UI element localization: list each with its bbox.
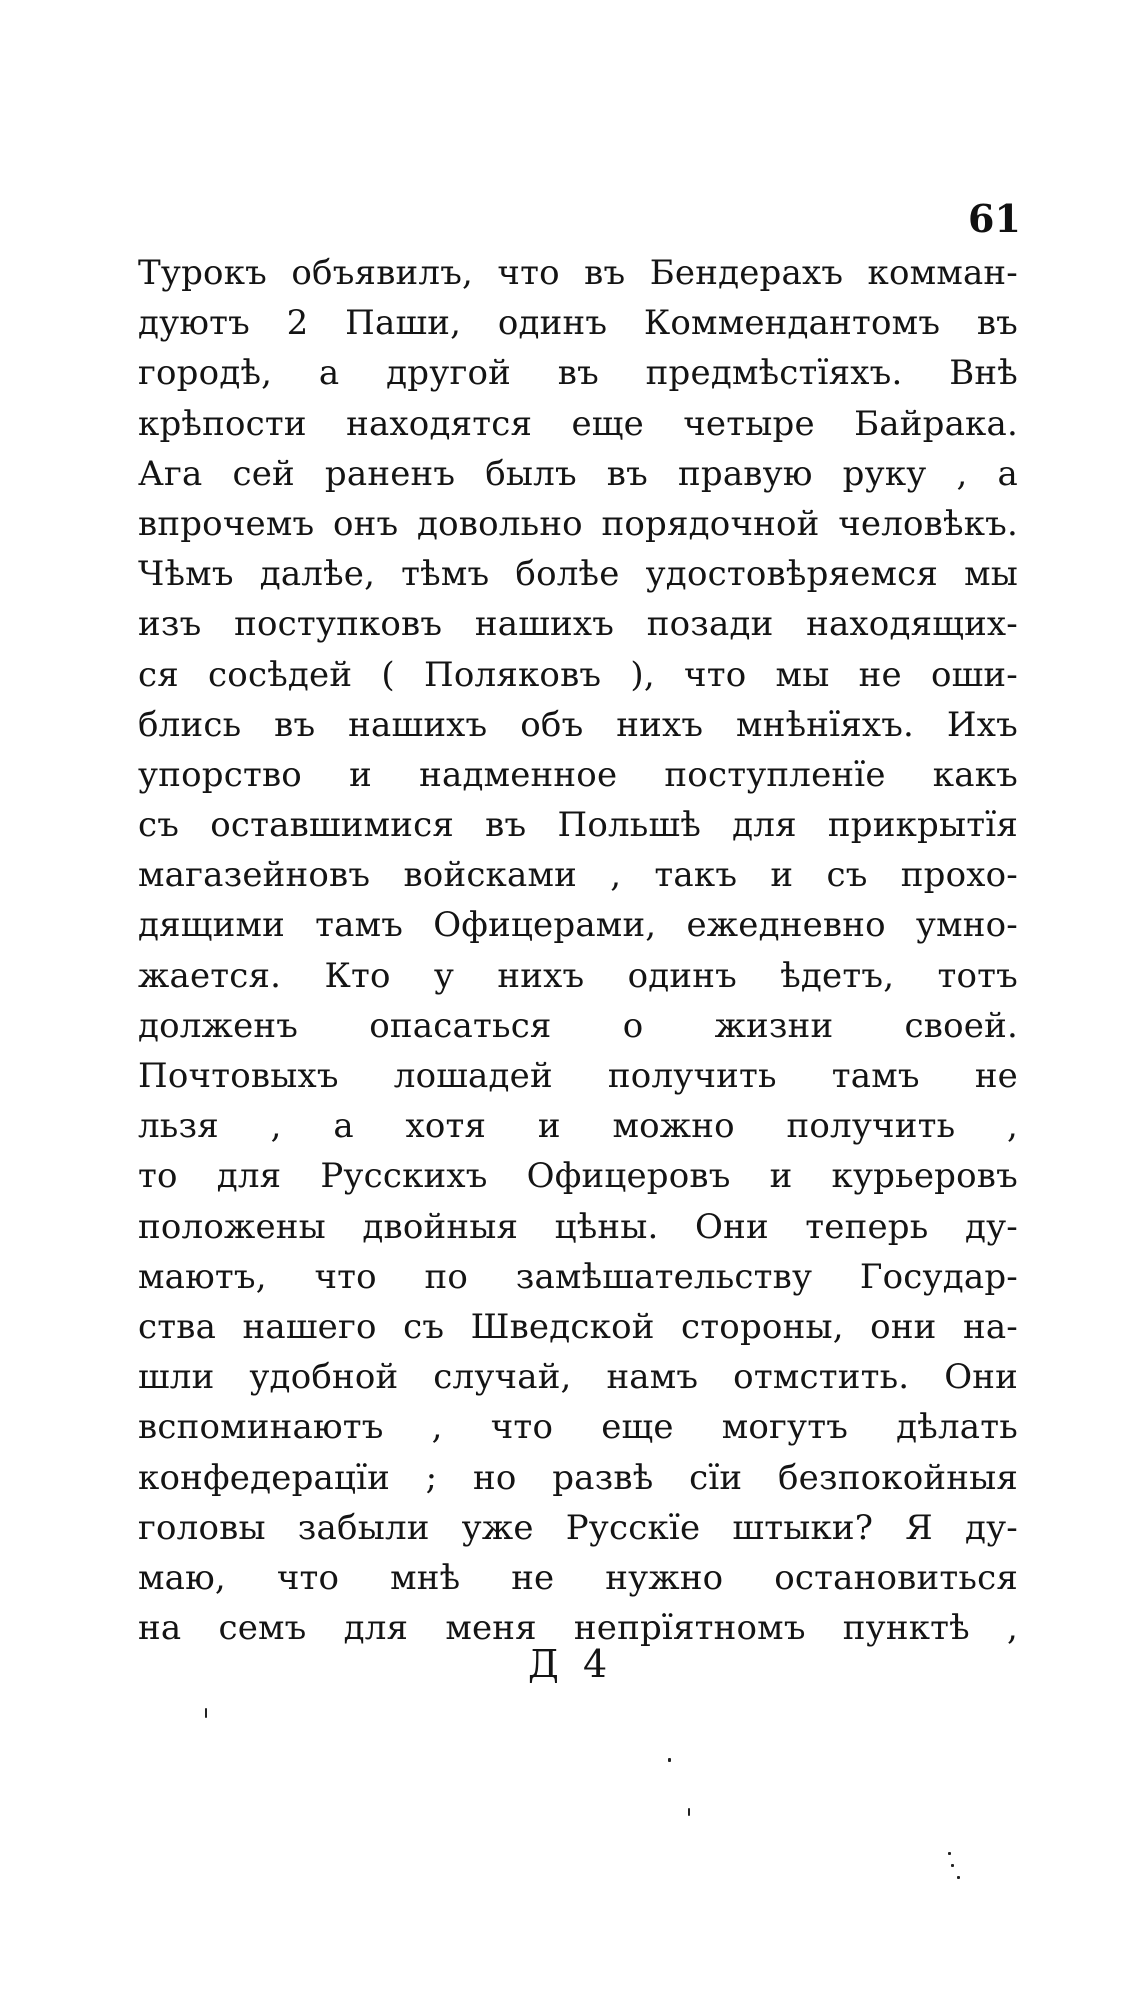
text-line: упорство и надменное поступленїе какъ — [138, 754, 1018, 795]
paper-speck — [951, 1864, 954, 1867]
text-line: Турокъ объявилъ, что въ Бендерахъ комман- — [138, 253, 1018, 293]
paper-speck — [205, 1708, 207, 1718]
text-line: вспоминаютъ , что еще могутъ дѣлать — [138, 1407, 1018, 1448]
text-line: головы забыли уже Русскїе штыки? Я ду- — [138, 1507, 1018, 1548]
text-line: блись въ нашихъ объ нихъ мнѣнїяхъ. Ихъ — [138, 704, 1018, 745]
text-line: долженъ опасаться о жизни своей. — [138, 1005, 1018, 1046]
signature-mark: Д 4 — [528, 1642, 614, 1686]
text-line: маютъ, что по замѣшательству Государ- — [138, 1256, 1018, 1297]
text-line: ся сосѣдей ( Поляковъ ), что мы не оши- — [138, 654, 1018, 695]
text-line: впрочемъ онъ довольно порядочной человѣкъ. — [138, 503, 1018, 544]
text-line: жается. Кто у нихъ одинъ ѣдетъ, тотъ — [138, 955, 1018, 996]
text-line: на семъ для меня непрїятномъ пунктѣ , — [138, 1608, 1018, 1649]
text-line: Ага сей раненъ былъ въ правую руку , а — [138, 453, 1018, 494]
text-line: ства нашего съ Шведской стороны, они на- — [138, 1306, 1018, 1347]
paper-speck — [668, 1758, 671, 1762]
paper-speck — [688, 1808, 690, 1816]
text-line: съ оставшимися въ Польшѣ для прикрытїя — [138, 805, 1018, 846]
text-line: то для Русскихъ Офицеровъ и курьеровъ — [138, 1156, 1018, 1197]
text-line: городѣ, а другой въ предмѣстїяхъ. Внѣ — [138, 353, 1018, 394]
paper-speck — [948, 1852, 951, 1855]
text-line: Чѣмъ далѣе, тѣмъ болѣе удостовѣряемся мы — [138, 554, 1018, 595]
text-line: магазейновъ войсками , такъ и съ прохо- — [138, 855, 1018, 896]
body-text — [138, 248, 1018, 1653]
text-line: маю, что мнѣ не нужно остановиться — [138, 1557, 1018, 1598]
text-line: шли удобной случай, намъ отмстить. Они — [138, 1357, 1018, 1398]
text-line: льзя , а хотя и можно получить , — [138, 1106, 1018, 1147]
text-line: изъ поступковъ нашихъ позади находящих- — [138, 604, 1018, 645]
text-line: положены двойныя цѣны. Они теперь ду- — [138, 1206, 1018, 1247]
text-line: Почтовыхъ лошадей получить тамъ не — [138, 1056, 1018, 1096]
text-line: дуютъ 2 Паши, одинъ Коммендантомъ въ — [138, 303, 1018, 344]
text-line: конфедерацїи ; но развѣ сїи безпокойныя — [138, 1457, 1018, 1498]
text-line: крѣпости находятся еще четыре Байрака. — [138, 403, 1018, 444]
page-number: 61 — [968, 196, 1021, 241]
paper-speck — [957, 1876, 960, 1879]
text-line: дящими тамъ Офицерами, ежедневно умно- — [138, 905, 1018, 946]
